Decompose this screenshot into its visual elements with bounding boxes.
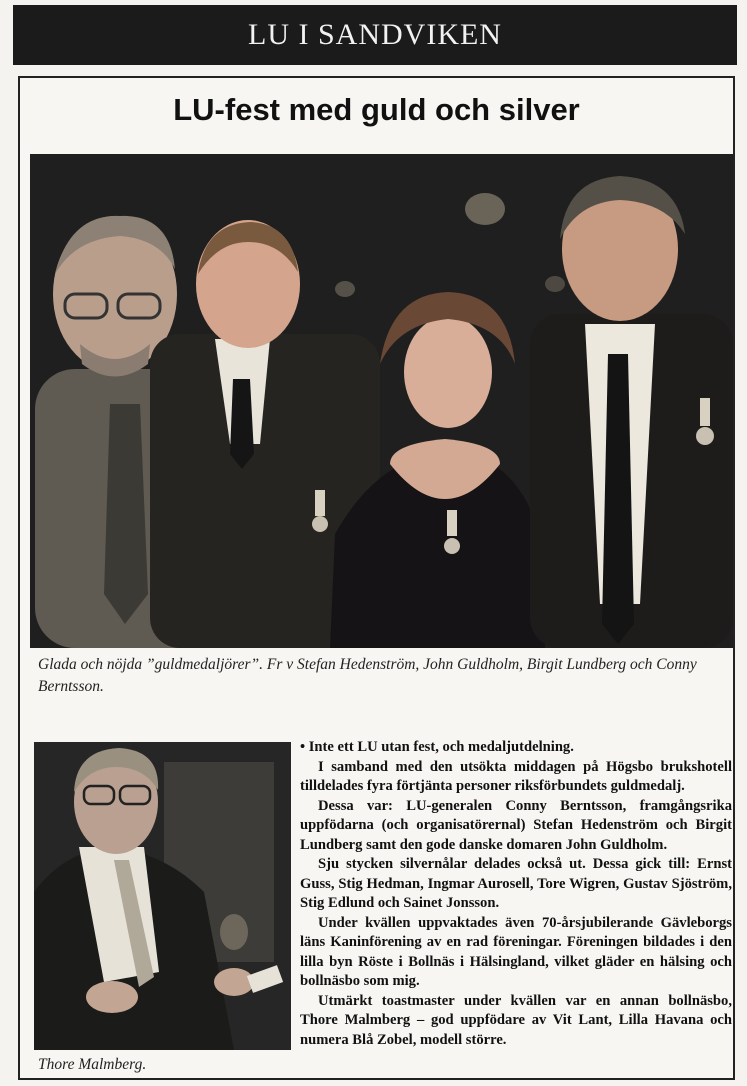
main-group-photo <box>30 154 733 648</box>
section-header <box>13 5 737 65</box>
article-paragraph: Sju stycken silvernålar delades också ut. Dessa gick till: Ernst Guss, Stig Hedman, Ingmar Aurosell, Tore Wigren, Gustav Sjöström, Stig Edlund och Sainet Jonsson. <box>300 856 732 911</box>
main-photo-caption: Glada och nöjda ”guldmedaljörer”. Fr v Stefan Hedenström, John Guldholm, Birgit Lundberg och Conny Berntsson. <box>38 656 697 695</box>
article-paragraph: Utmärkt toastmaster under kvällen var en annan bollnäsbo, Thore Malmberg – god uppfödare av Vit Lant, Lilla Havana och numera Blå Zobel, modell större. <box>300 992 732 1048</box>
portrait-photo <box>34 742 291 1050</box>
article-headline: LU-fest med guld och silver <box>173 92 580 127</box>
article-body <box>300 738 732 1050</box>
section-title: LU I SANDVIKEN <box>248 18 502 51</box>
article-paragraph: • Inte ett LU utan fest, och medaljutdelning. <box>300 739 574 755</box>
portrait-caption: Thore Malmberg. <box>38 1056 147 1073</box>
article-frame <box>18 76 735 1080</box>
article-paragraph: Under kvällen uppvaktades även 70-årsjubilerande Gävleborgs läns Kaninförening av en rad föreningar. Föreningen bildades i den lilla byn Röste i Bollnäs i Hälsingland, vilket gläder en hälsing och bollnäsbo som mig. <box>300 914 732 989</box>
article-paragraph: I samband med den utsökta middagen på Högsbo brukshotell tilldelades fyra förtjänta personer riksförbundets guldmedalj. <box>300 758 732 794</box>
article-paragraph: Dessa var: LU-generalen Conny Berntsson, framgångsrika uppfödarna (och organisatörernal) Stefan Hedenström och Birgit Lundberg samt den gode danske domaren John Guldholm. <box>300 797 732 853</box>
